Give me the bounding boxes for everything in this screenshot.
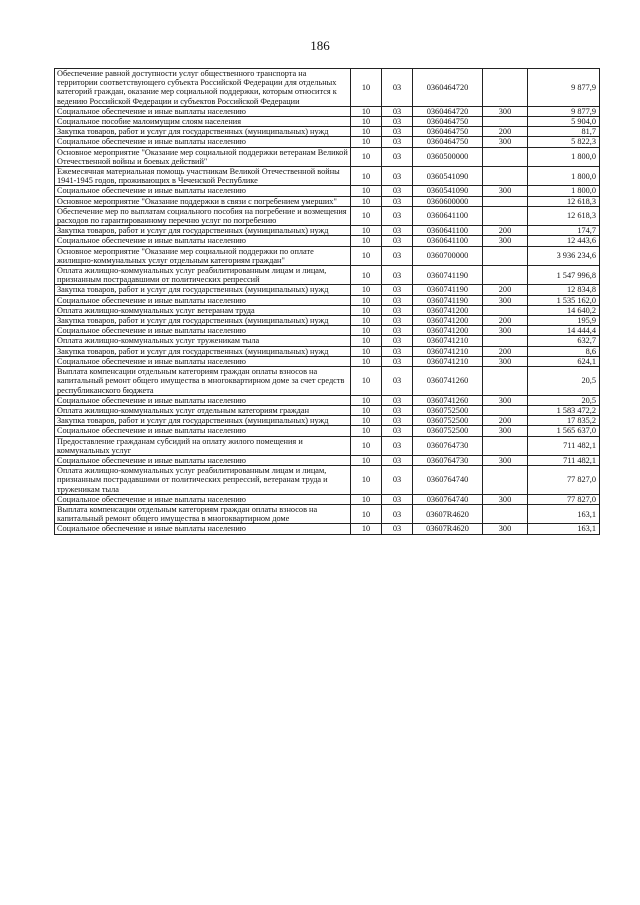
table-row	[55, 167, 600, 186]
row-subsection-cell: 03	[382, 405, 413, 415]
row-expense-type-cell: 300	[483, 186, 528, 196]
table-row	[55, 186, 600, 196]
row-section-cell: 10	[351, 426, 382, 436]
row-subsection-cell: 03	[382, 395, 413, 405]
table-row	[55, 436, 600, 455]
row-name-cell: Закупка товаров, работ и услуг для государственных (муниципальных) нужд	[55, 127, 351, 137]
row-subsection-cell: 03	[382, 127, 413, 137]
row-subsection-cell: 03	[382, 236, 413, 246]
row-name-cell: Социальное обеспечение и иные выплаты населению	[55, 295, 351, 305]
row-amount-cell: 20,5	[528, 367, 600, 396]
row-expense-type-cell	[483, 305, 528, 315]
row-amount-cell: 1 800,0	[528, 147, 600, 166]
row-name-cell: Социальное обеспечение и иные выплаты населению	[55, 356, 351, 366]
row-expense-type-cell	[483, 436, 528, 455]
row-target-article-cell: 0360741260	[413, 395, 483, 405]
row-expense-type-cell: 300	[483, 395, 528, 405]
row-subsection-cell: 03	[382, 524, 413, 534]
row-amount-cell: 1 547 996,8	[528, 266, 600, 285]
row-name-cell: Выплата компенсации отдельным категориям граждан оплаты взносов на капитальный ремонт общего имущества в многоквартирном доме за счет средств республиканского бюджета	[55, 367, 351, 396]
row-name-cell: Социальное обеспечение и иные выплаты населению	[55, 524, 351, 534]
row-section-cell: 10	[351, 167, 382, 186]
table-row	[55, 455, 600, 465]
row-subsection-cell: 03	[382, 504, 413, 523]
row-subsection-cell: 03	[382, 426, 413, 436]
row-amount-cell: 12 443,6	[528, 236, 600, 246]
table-row	[55, 316, 600, 326]
row-section-cell: 10	[351, 436, 382, 455]
row-amount-cell: 1 800,0	[528, 186, 600, 196]
row-expense-type-cell: 300	[483, 426, 528, 436]
row-expense-type-cell: 300	[483, 494, 528, 504]
row-target-article-cell: 0360741210	[413, 336, 483, 346]
row-target-article-cell: 0360764740	[413, 494, 483, 504]
table-row	[55, 106, 600, 116]
row-section-cell: 10	[351, 316, 382, 326]
page-number: 186	[310, 38, 330, 53]
row-amount-cell: 174,7	[528, 226, 600, 236]
row-target-article-cell: 0360464750	[413, 137, 483, 147]
row-section-cell: 10	[351, 226, 382, 236]
row-subsection-cell: 03	[382, 206, 413, 225]
row-name-cell: Закупка товаров, работ и услуг для государственных (муниципальных) нужд	[55, 416, 351, 426]
row-name-cell: Оплата жилищно-коммунальных услуг реабилитированным лицам и лицам, признанным пострадавшими от политических репрессий, ветеранам труда и труженикам тыла	[55, 466, 351, 495]
row-expense-type-cell: 300	[483, 106, 528, 116]
row-target-article-cell: 0360764740	[413, 466, 483, 495]
table-row	[55, 266, 600, 285]
row-section-cell: 10	[351, 266, 382, 285]
row-name-cell: Социальное обеспечение и иные выплаты населению	[55, 106, 351, 116]
row-amount-cell: 1 800,0	[528, 167, 600, 186]
row-expense-type-cell	[483, 196, 528, 206]
row-name-cell: Оплата жилищно-коммунальных услуг ветеранам труда	[55, 305, 351, 315]
row-section-cell: 10	[351, 246, 382, 265]
table-row	[55, 356, 600, 366]
row-amount-cell: 9 877,9	[528, 106, 600, 116]
row-amount-cell: 1 535 162,0	[528, 295, 600, 305]
row-target-article-cell: 0360500000	[413, 147, 483, 166]
row-expense-type-cell: 200	[483, 416, 528, 426]
row-section-cell: 10	[351, 356, 382, 366]
row-expense-type-cell	[483, 246, 528, 265]
row-section-cell: 10	[351, 336, 382, 346]
row-amount-cell: 20,5	[528, 395, 600, 405]
row-target-article-cell: 0360741200	[413, 326, 483, 336]
row-subsection-cell: 03	[382, 367, 413, 396]
row-name-cell: Обеспечение мер по выплатам социального пособия на погребение и возмещения расходов по гарантированному перечню услуг по погребению	[55, 206, 351, 225]
row-amount-cell: 12 834,8	[528, 285, 600, 295]
row-name-cell: Основное мероприятие "Оказание поддержки в связи с погребением умерших"	[55, 196, 351, 206]
row-expense-type-cell: 300	[483, 137, 528, 147]
row-subsection-cell: 03	[382, 436, 413, 455]
table-row	[55, 416, 600, 426]
row-expense-type-cell: 300	[483, 356, 528, 366]
row-amount-cell: 77 827,0	[528, 494, 600, 504]
row-subsection-cell: 03	[382, 266, 413, 285]
row-subsection-cell: 03	[382, 455, 413, 465]
table-row	[55, 395, 600, 405]
row-target-article-cell: 0360541090	[413, 186, 483, 196]
row-subsection-cell: 03	[382, 226, 413, 236]
table-row	[55, 466, 600, 495]
row-name-cell: Закупка товаров, работ и услуг для государственных (муниципальных) нужд	[55, 346, 351, 356]
row-target-article-cell: 0360741200	[413, 305, 483, 315]
row-amount-cell: 1 565 637,0	[528, 426, 600, 436]
row-section-cell: 10	[351, 524, 382, 534]
row-subsection-cell: 03	[382, 117, 413, 127]
table-row	[55, 494, 600, 504]
row-target-article-cell: 0360464720	[413, 69, 483, 107]
table-row	[55, 295, 600, 305]
row-target-article-cell: 0360764730	[413, 455, 483, 465]
row-subsection-cell: 03	[382, 137, 413, 147]
row-subsection-cell: 03	[382, 316, 413, 326]
row-subsection-cell: 03	[382, 106, 413, 116]
row-amount-cell: 632,7	[528, 336, 600, 346]
row-name-cell: Социальное обеспечение и иные выплаты населению	[55, 236, 351, 246]
row-subsection-cell: 03	[382, 295, 413, 305]
row-expense-type-cell: 200	[483, 316, 528, 326]
row-name-cell: Ежемесячная материальная помощь участникам Великой Отечественной войны 1941-1945 годов, проживающих в Чеченской Республике	[55, 167, 351, 186]
row-section-cell: 10	[351, 504, 382, 523]
table-row	[55, 426, 600, 436]
row-section-cell: 10	[351, 186, 382, 196]
row-expense-type-cell	[483, 336, 528, 346]
row-name-cell: Социальное обеспечение и иные выплаты населению	[55, 395, 351, 405]
row-amount-cell: 12 618,3	[528, 196, 600, 206]
row-name-cell: Основное мероприятие "Оказание мер социальной поддержки ветеранам Великой Отечественной войны и боевых действий"	[55, 147, 351, 166]
table-row	[55, 326, 600, 336]
row-amount-cell: 711 482,1	[528, 455, 600, 465]
row-section-cell: 10	[351, 326, 382, 336]
row-amount-cell: 9 877,9	[528, 69, 600, 107]
row-target-article-cell: 0360641100	[413, 236, 483, 246]
table-row	[55, 127, 600, 137]
row-target-article-cell: 0360464720	[413, 106, 483, 116]
row-name-cell: Социальное обеспечение и иные выплаты населению	[55, 455, 351, 465]
row-section-cell: 10	[351, 367, 382, 396]
row-amount-cell: 5 904,0	[528, 117, 600, 127]
row-expense-type-cell: 300	[483, 236, 528, 246]
table-row	[55, 226, 600, 236]
row-target-article-cell: 0360752500	[413, 405, 483, 415]
table-row	[55, 367, 600, 396]
row-target-article-cell: 0360464750	[413, 127, 483, 137]
table-row	[55, 137, 600, 147]
row-amount-cell: 624,1	[528, 356, 600, 366]
row-subsection-cell: 03	[382, 246, 413, 265]
row-subsection-cell: 03	[382, 336, 413, 346]
table-row	[55, 524, 600, 534]
row-amount-cell: 163,1	[528, 504, 600, 523]
row-expense-type-cell: 200	[483, 226, 528, 236]
row-expense-type-cell	[483, 69, 528, 107]
row-expense-type-cell	[483, 167, 528, 186]
row-name-cell: Социальное обеспечение и иные выплаты населению	[55, 326, 351, 336]
row-target-article-cell: 0360741190	[413, 266, 483, 285]
row-target-article-cell: 0360752500	[413, 426, 483, 436]
row-section-cell: 10	[351, 117, 382, 127]
row-expense-type-cell: 300	[483, 295, 528, 305]
row-section-cell: 10	[351, 466, 382, 495]
row-target-article-cell: 0360641100	[413, 226, 483, 236]
row-subsection-cell: 03	[382, 285, 413, 295]
row-subsection-cell: 03	[382, 69, 413, 107]
row-expense-type-cell	[483, 405, 528, 415]
row-target-article-cell: 0360741190	[413, 285, 483, 295]
table-row	[55, 236, 600, 246]
row-section-cell: 10	[351, 285, 382, 295]
row-expense-type-cell: 300	[483, 455, 528, 465]
row-amount-cell: 14 444,4	[528, 326, 600, 336]
row-section-cell: 10	[351, 69, 382, 107]
table-row	[55, 336, 600, 346]
row-name-cell: Оплата жилищно-коммунальных услуг отдельным категориям граждан	[55, 405, 351, 415]
row-section-cell: 10	[351, 494, 382, 504]
row-expense-type-cell	[483, 206, 528, 225]
row-expense-type-cell: 200	[483, 127, 528, 137]
row-target-article-cell: 0360641100	[413, 206, 483, 225]
row-section-cell: 10	[351, 395, 382, 405]
row-name-cell: Оплата жилищно-коммунальных услуг реабилитированным лицам и лицам, признанным пострадавшими от политических репрессий	[55, 266, 351, 285]
row-amount-cell: 711 482,1	[528, 436, 600, 455]
row-target-article-cell: 0360741210	[413, 356, 483, 366]
table-row	[55, 117, 600, 127]
row-section-cell: 10	[351, 196, 382, 206]
row-target-article-cell: 0360741210	[413, 346, 483, 356]
row-section-cell: 10	[351, 305, 382, 315]
row-subsection-cell: 03	[382, 356, 413, 366]
row-name-cell: Основное мероприятие "Оказание мер социальной поддержки по оплате жилищно-коммунальных услуг отдельным категориям граждан"	[55, 246, 351, 265]
row-name-cell: Закупка товаров, работ и услуг для государственных (муниципальных) нужд	[55, 226, 351, 236]
row-target-article-cell: 03607R4620	[413, 524, 483, 534]
row-section-cell: 10	[351, 295, 382, 305]
row-name-cell: Закупка товаров, работ и услуг для государственных (муниципальных) нужд	[55, 316, 351, 326]
row-amount-cell: 195,9	[528, 316, 600, 326]
row-amount-cell: 3 936 234,6	[528, 246, 600, 265]
row-section-cell: 10	[351, 416, 382, 426]
table-row	[55, 305, 600, 315]
row-section-cell: 10	[351, 147, 382, 166]
table-row	[55, 346, 600, 356]
row-target-article-cell: 0360741190	[413, 295, 483, 305]
row-expense-type-cell: 200	[483, 346, 528, 356]
row-section-cell: 10	[351, 405, 382, 415]
row-amount-cell: 1 583 472,2	[528, 405, 600, 415]
row-expense-type-cell	[483, 117, 528, 127]
row-amount-cell: 77 827,0	[528, 466, 600, 495]
row-expense-type-cell: 200	[483, 285, 528, 295]
row-expense-type-cell	[483, 266, 528, 285]
row-expense-type-cell	[483, 466, 528, 495]
row-amount-cell: 5 822,3	[528, 137, 600, 147]
row-name-cell: Оплата жилищно-коммунальных услуг труженикам тыла	[55, 336, 351, 346]
row-amount-cell: 163,1	[528, 524, 600, 534]
row-subsection-cell: 03	[382, 326, 413, 336]
row-section-cell: 10	[351, 346, 382, 356]
row-name-cell: Предоставление гражданам субсидий на оплату жилого помещения и коммунальных услуг	[55, 436, 351, 455]
row-subsection-cell: 03	[382, 186, 413, 196]
row-amount-cell: 81,7	[528, 127, 600, 137]
row-subsection-cell: 03	[382, 305, 413, 315]
table-row	[55, 405, 600, 415]
table-row	[55, 69, 600, 107]
row-target-article-cell: 0360764730	[413, 436, 483, 455]
row-name-cell: Социальное обеспечение и иные выплаты населению	[55, 137, 351, 147]
row-subsection-cell: 03	[382, 196, 413, 206]
row-expense-type-cell: 300	[483, 524, 528, 534]
row-target-article-cell: 0360741200	[413, 316, 483, 326]
row-subsection-cell: 03	[382, 466, 413, 495]
table-row	[55, 246, 600, 265]
row-section-cell: 10	[351, 206, 382, 225]
table-row	[55, 196, 600, 206]
table-row	[55, 147, 600, 166]
row-target-article-cell: 0360700000	[413, 246, 483, 265]
budget-table	[54, 68, 600, 535]
row-amount-cell: 12 618,3	[528, 206, 600, 225]
table-row	[55, 206, 600, 225]
row-name-cell: Социальное обеспечение и иные выплаты населению	[55, 426, 351, 436]
row-name-cell: Обеспечение равной доступности услуг общественного транспорта на территории соответствующего субъекта Российской Федерации для отдельных категорий граждан, оказание мер социальной поддержки, которым относится к ведению Российской Федерации и субъектов Российской Федерации	[55, 69, 351, 107]
row-amount-cell: 8,6	[528, 346, 600, 356]
row-expense-type-cell: 300	[483, 326, 528, 336]
row-name-cell: Социальное пособие малоимущим слоям населения	[55, 117, 351, 127]
row-section-cell: 10	[351, 455, 382, 465]
row-name-cell: Выплата компенсации отдельным категориям граждан оплаты взносов на капитальный ремонт общего имущества в многоквартирном доме	[55, 504, 351, 523]
row-subsection-cell: 03	[382, 147, 413, 166]
row-target-article-cell: 03607R4620	[413, 504, 483, 523]
row-expense-type-cell	[483, 367, 528, 396]
row-target-article-cell: 0360741260	[413, 367, 483, 396]
row-subsection-cell: 03	[382, 416, 413, 426]
row-amount-cell: 17 835,2	[528, 416, 600, 426]
row-name-cell: Социальное обеспечение и иные выплаты населению	[55, 494, 351, 504]
row-target-article-cell: 0360541090	[413, 167, 483, 186]
row-target-article-cell: 0360600000	[413, 196, 483, 206]
row-name-cell: Закупка товаров, работ и услуг для государственных (муниципальных) нужд	[55, 285, 351, 295]
row-target-article-cell: 0360464750	[413, 117, 483, 127]
row-subsection-cell: 03	[382, 167, 413, 186]
row-section-cell: 10	[351, 236, 382, 246]
row-name-cell: Социальное обеспечение и иные выплаты населению	[55, 186, 351, 196]
row-section-cell: 10	[351, 106, 382, 116]
row-section-cell: 10	[351, 127, 382, 137]
table-row	[55, 285, 600, 295]
row-amount-cell: 14 640,2	[528, 305, 600, 315]
row-subsection-cell: 03	[382, 346, 413, 356]
row-section-cell: 10	[351, 137, 382, 147]
row-expense-type-cell	[483, 147, 528, 166]
row-subsection-cell: 03	[382, 494, 413, 504]
row-target-article-cell: 0360752500	[413, 416, 483, 426]
table-row	[55, 504, 600, 523]
row-expense-type-cell	[483, 504, 528, 523]
